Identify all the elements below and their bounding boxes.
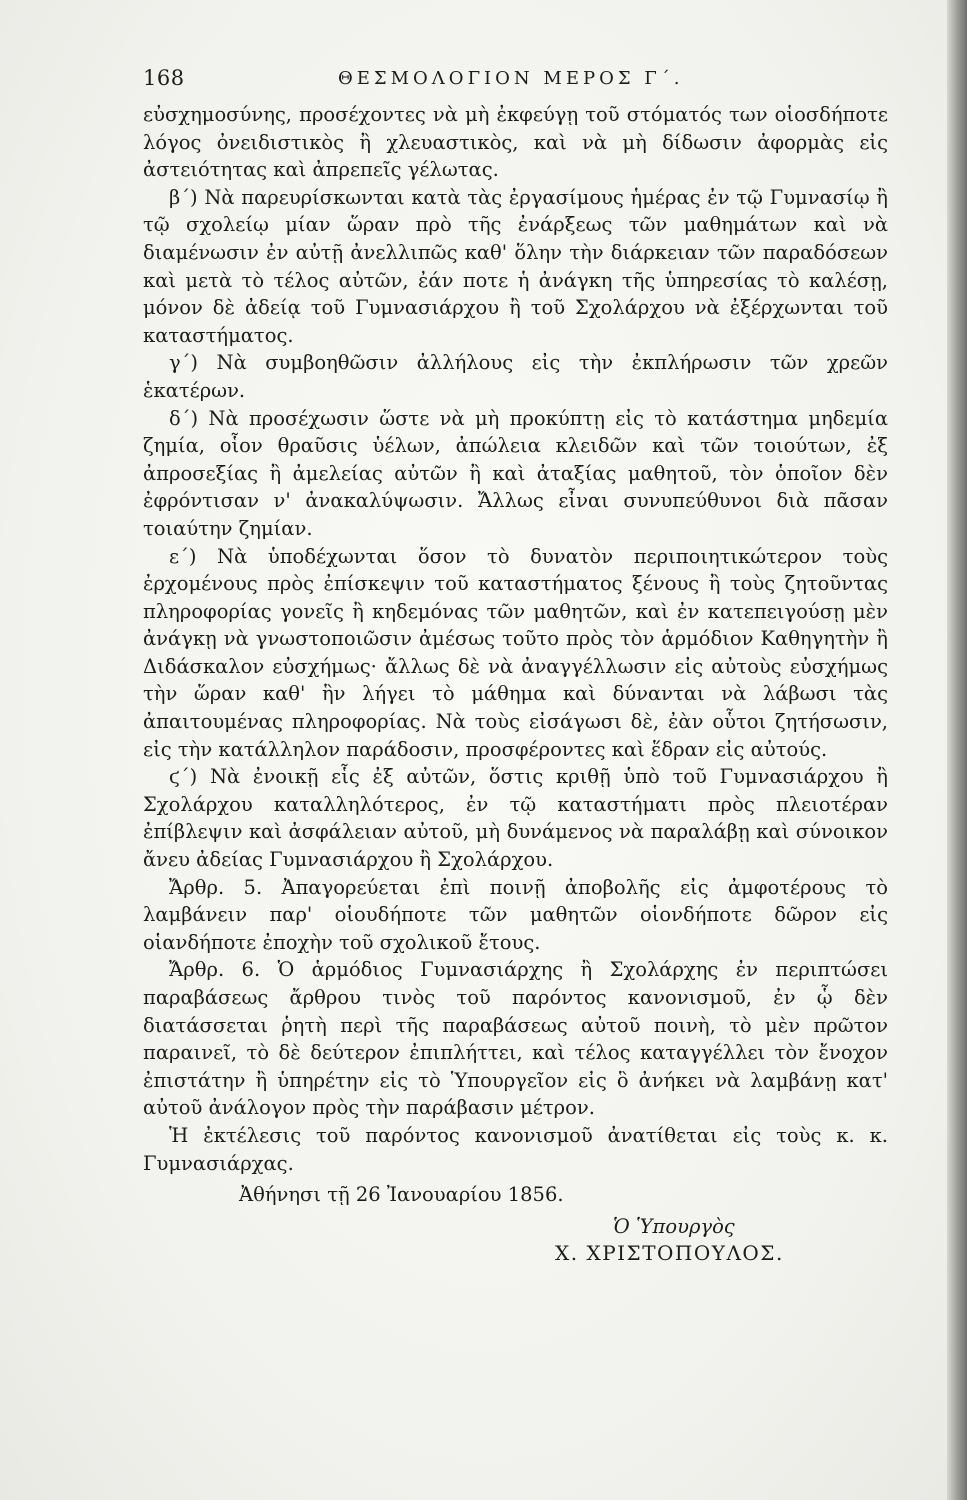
page-number: 168 xyxy=(143,66,185,90)
running-title: ΘΕΣΜΟΛΟΓΙΟΝ ΜΕΡΟΣ Γ΄. xyxy=(338,68,684,89)
page-header xyxy=(143,66,888,100)
signature-role: Ὁ Ὑπουργὸς xyxy=(613,1214,735,1238)
paragraph-continuation: εὐσχημοσύνης, προσέχοντες νὰ μὴ ἐκφεύγῃ τοῦ στόματός των οἱοσδήποτε λόγος ὀνειδιστικὸς ἢ χλευαστικὸς, καὶ νὰ μὴ δίδωσιν ἀφορμὰς εἰς ἀστειότητας καὶ ἀπρεπεῖς γέλωτας. xyxy=(143,103,888,182)
paragraph-article-5: Ἄρθρ. 5. Ἀπαγορεύεται ἐπὶ ποινῇ ἀποβολῆς εἰς ἀμφοτέρους τὸ λαμβάνειν παρ' οἱουδήποτε τῶν μαθητῶν οἱονδήποτε δῶρον εἰς οἱανδήποτε ἐποχὴν τοῦ σχολικοῦ ἔτους. xyxy=(143,875,888,954)
paragraph-item-c: γ΄) Νὰ συμβοηθῶσιν ἀλλήλους εἰς τὴν ἐκπλήρωσιν τῶν χρεῶν ἑκατέρων. xyxy=(143,351,888,402)
paragraph-execution: Ἡ ἐκτέλεσις τοῦ παρόντος κανονισμοῦ ἀνατίθεται εἰς τοὺς κ. κ. Γυμνασιάρχας. xyxy=(143,1123,888,1175)
signature-name: Χ. ΧΡΙΣΤΟΠΟΥΛΟΣ. xyxy=(555,1241,784,1266)
paragraph-item-e: ε΄) Νὰ ὑποδέχωνται ὅσον τὸ δυνατὸν περιποιητικώτερον τοὺς ἐρχομένους πρὸς ἐπίσκεψιν τοῦ καταστήματος ξένους ἢ τοὺς ζητοῦντας πληροφορίας γονεῖς ἢ κηδεμόνας τῶν μαθητῶν, καὶ ἐν κατεπειγούσῃ μὲν ἀνάγκῃ νὰ γνωστοποιῶσιν ἀμέσως τοῦτο πρὸς τὸν ἁρμόδιον Καθηγητὴν ἢ Διδάσκαλον εὐσχήμως· ἄλλως δὲ νὰ ἀναγγέλλωσιν εἰς αὐτοὺς εὐσχήμως τὴν ὥραν καθ' ἣν λήγει τὸ μάθημα καὶ δύνανται νὰ λάβωσι τὰς ἀπαιτουμένας πληροφορίας. Νὰ τοὺς εἰσάγωσι δὲ, ἐὰν οὗτοι ζητήσωσιν, εἰς τὴν κατάλληλον παράδοσιν, προσφέροντες καὶ ἕδραν εἰς αὐτούς. xyxy=(143,544,888,761)
paragraph-article-6: Ἄρθρ. 6. Ὁ ἁρμόδιος Γυμνασιάρχης ἢ Σχολάρχης ἐν περιπτώσει παραβάσεως ἄρθρου τινὸς τοῦ παρόντος κανονισμοῦ, ἐν ᾧ δὲν διατάσσεται ῥητὴ περὶ τῆς παραβάσεως αὐτοῦ ποινὴ, τὸ μὲν πρῶτον παραινεῖ, τὸ δὲ δεύτερον ἐπιπλήττει, καὶ τέλος καταγγέλλει τὸν ἔνοχον ἐπιστάτην ἢ ὑπηρέτην εἰς τὸ Ὑπουργεῖον εἰς ὃ ἀνήκει νὰ λαμβάνῃ κατ' αὐτοῦ ἀνάλογον πρὸς τὴν παράβασιν μέτρον. xyxy=(143,958,888,1120)
paragraph-item-f: ϛ΄) Νὰ ἐνοικῇ εἷς ἐξ αὐτῶν, ὅστις κριθῇ ὑπὸ τοῦ Γυμνασιάρχου ἢ Σχολάρχου καταλληλότερος, ἐν τῷ καταστήματι πρὸς πλειοτέραν ἐπίβλεψιν καὶ ἀσφάλειαν αὐτοῦ, μὴ δυνάμενος νὰ παραλάβῃ καὶ σύνοικον ἄνευ ἀδείας Γυμνασιάρχου ἢ Σχολάρχου. xyxy=(143,765,888,872)
paragraph-item-d: δ΄) Νὰ προσέχωσιν ὥστε νὰ μὴ προκύπτῃ εἰς τὸ κατάστημα μηδεμία ζημία, οἷον θραῦσις ὑέλων, ἀπώλεια κλειδῶν καὶ τῶν τοιούτων, ἐξ ἀπροσεξίας ἢ ἀμελείας αὐτῶν ἢ καὶ ἀταξίας μαθητοῦ, τὸν ὁποῖον δὲν ἐφρόντισαν ν' ἀνακαλύψωσιν. Ἄλλως εἶναι συνυπεύθυνοι διὰ πᾶσαν τοιαύτην ζημίαν. xyxy=(143,406,888,540)
paragraph-item-b: β΄) Νὰ παρευρίσκωνται κατὰ τὰς ἐργασίμους ἡμέρας ἐν τῷ Γυμνασίῳ ἢ τῷ σχολείῳ μίαν ὥραν πρὸ τῆς ἐνάρξεως τῶν μαθημάτων καὶ νὰ διαμένωσιν ἐν αὐτῇ ἀνελλιπῶς καθ' ὅλην τὴν διάρκειαν τῶν παραδόσεων καὶ μετὰ τὸ τέλος αὐτῶν, ἐάν ποτε ἡ ἀνάγκη τῆς ὑπηρεσίας τὸ καλέσῃ, μόνον δὲ ἀδείᾳ τοῦ Γυμνασιάρχου ἢ τοῦ Σχολάρχου νὰ ἐξέρχωνται τοῦ καταστήματος. xyxy=(143,185,888,347)
page-edge-shadow xyxy=(947,0,967,1500)
date-line: Ἀθήνησι τῇ 26 Ἰανουαρίου 1856. xyxy=(239,1183,564,1207)
page-body xyxy=(143,101,888,1268)
